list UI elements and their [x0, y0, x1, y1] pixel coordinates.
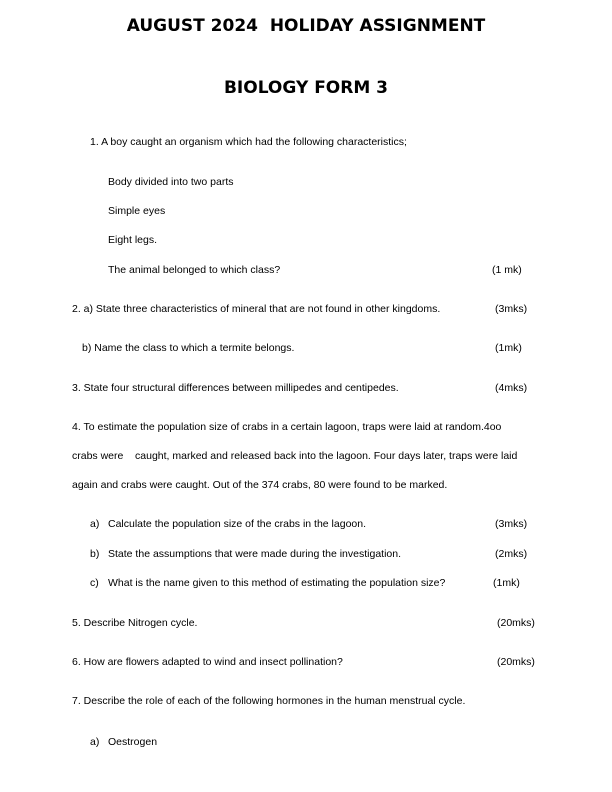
question-2a-marks: (3mks)	[495, 303, 528, 315]
question-4-line: crabs were caught, marked and released back into the lagoon. Four days later, traps were laid	[72, 450, 518, 462]
question-4a-label: a)	[90, 518, 100, 530]
question-5-text: 5. Describe Nitrogen cycle.	[72, 617, 198, 629]
question-4c-marks: (1mk)	[493, 577, 520, 589]
question-2a-text: 2. a) State three characteristics of mineral that are not found in other kingdoms.	[72, 303, 441, 315]
question-3-text: 3. State four structural differences between millipedes and centipedes.	[72, 382, 399, 394]
question-4b-marks: (2mks)	[495, 548, 528, 560]
question-4-line: again and crabs were caught. Out of the 374 crabs, 80 were found to be marked.	[72, 479, 448, 491]
question-4b-text: State the assumptions that were made during the investigation.	[108, 548, 402, 560]
page-title: AUGUST 2024 HOLIDAY ASSIGNMENT	[126, 16, 486, 36]
question-5-marks: (20mks)	[497, 617, 535, 629]
question-1-trait: Body divided into two parts	[108, 176, 234, 188]
question-2b-marks: (1mk)	[495, 342, 522, 354]
question-1-prompt: The animal belonged to which class?	[108, 264, 281, 276]
question-2b-text: b) Name the class to which a termite belongs.	[82, 342, 295, 354]
question-7a-text: Oestrogen	[108, 736, 158, 748]
question-6-text: 6. How are flowers adapted to wind and insect pollination?	[72, 656, 343, 668]
question-4c-text: What is the name given to this method of estimating the population size?	[108, 577, 446, 589]
question-4a-text: Calculate the population size of the crabs in the lagoon.	[108, 518, 367, 530]
question-3-marks: (4mks)	[495, 382, 528, 394]
page-subtitle: BIOLOGY FORM 3	[223, 78, 389, 98]
question-1-trait: Eight legs.	[108, 234, 158, 246]
question-6-marks: (20mks)	[497, 656, 535, 668]
question-4b-label: b)	[90, 548, 100, 560]
question-7a-label: a)	[90, 736, 100, 748]
question-4c-label: c)	[90, 577, 99, 589]
question-1-trait: Simple eyes	[108, 205, 166, 217]
question-4a-marks: (3mks)	[495, 518, 528, 530]
question-4-line: 4. To estimate the population size of crabs in a certain lagoon, traps were laid at random.4oo	[72, 421, 502, 433]
question-1-text: 1. A boy caught an organism which had the following characteristics;	[90, 136, 407, 148]
question-1-marks: (1 mk)	[492, 264, 522, 276]
question-7-text: 7. Describe the role of each of the following hormones in the human menstrual cycle.	[72, 695, 466, 707]
